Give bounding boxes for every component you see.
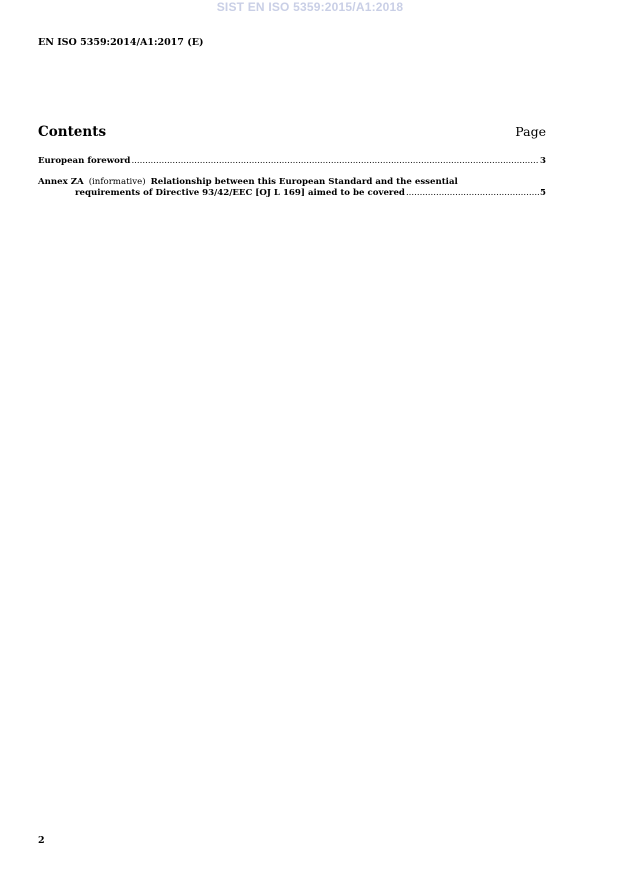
- document-id: EN ISO 5359:2014/A1:2017 (E): [38, 37, 204, 48]
- contents-title: Contents: [38, 124, 107, 140]
- toc-entry-annex-za[interactable]: [38, 177, 546, 199]
- toc-entry-title-line-2: requirements of Directive 93/42/EEC [OJ L 169] aimed to be covered: [75, 188, 405, 198]
- toc-entry-page: 5: [540, 188, 546, 198]
- footer-page-number: 2: [38, 835, 45, 846]
- contents-header: [38, 124, 546, 140]
- toc-entry-annex-qualifier: (informative): [88, 177, 146, 187]
- toc-entry-page: 3: [540, 156, 546, 166]
- toc-entry-european-foreword[interactable]: [38, 156, 546, 167]
- dot-leader: [406, 188, 539, 199]
- toc-entry-annex-label: Annex ZA: [38, 177, 84, 187]
- toc-entry-title-line-1: Relationship between this European Standard and the essential: [150, 177, 458, 187]
- watermark: SIST EN ISO 5359:2015/A1:2018: [216, 0, 404, 14]
- page-column-heading: Page: [515, 124, 546, 139]
- toc-entry-title: European foreword: [38, 156, 131, 166]
- dot-leader: [131, 156, 539, 167]
